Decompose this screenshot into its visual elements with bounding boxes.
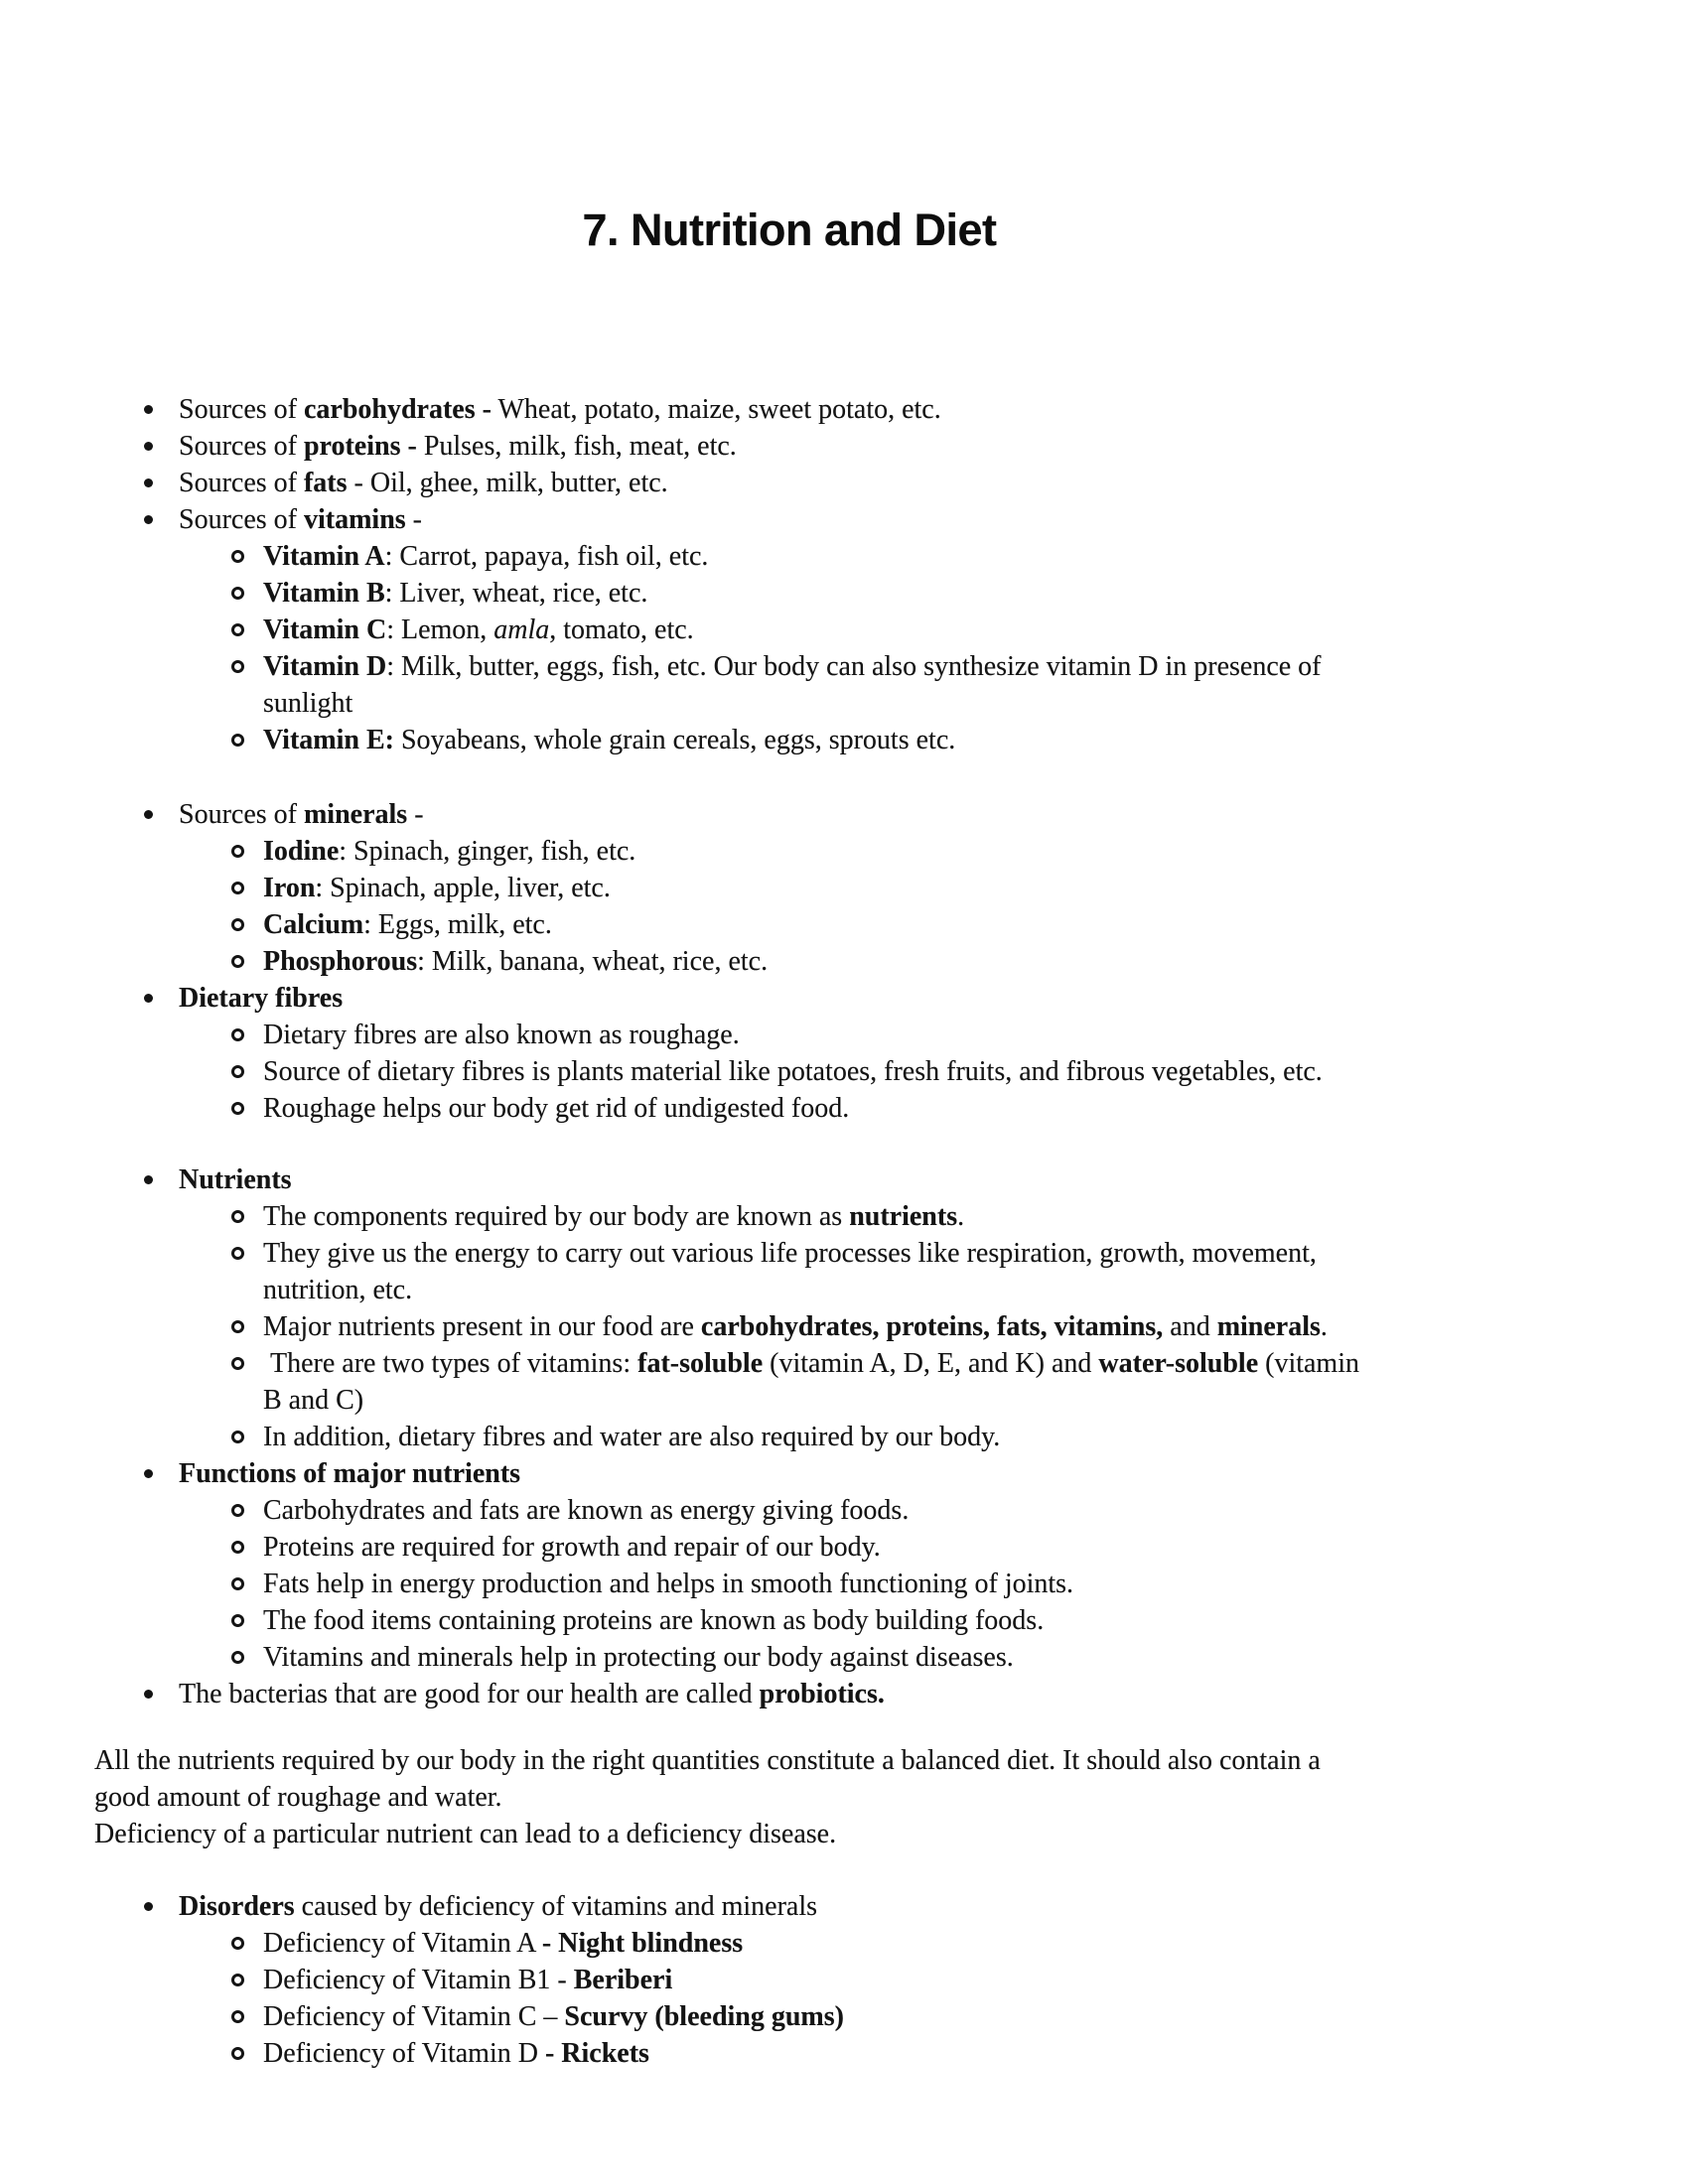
text-segment: Calcium xyxy=(263,909,364,940)
text-segment: Sources of xyxy=(179,504,304,535)
list-item-text xyxy=(263,1962,672,1998)
list-item xyxy=(231,1235,1628,1308)
list-item-text xyxy=(263,1419,1000,1455)
ring-shape xyxy=(231,882,244,894)
list-item xyxy=(144,501,1628,538)
ring-shape xyxy=(231,550,244,563)
bullet-dot-icon xyxy=(144,796,179,819)
ring-shape xyxy=(231,1577,244,1590)
list-item-text xyxy=(179,465,668,501)
text-segment: fat-soluble xyxy=(637,1348,764,1379)
list-item xyxy=(144,391,1628,428)
list-item xyxy=(231,648,1628,722)
ring-shape xyxy=(231,1357,244,1370)
text-segment: Soyabeans, whole grain cereals, eggs, sprouts etc. xyxy=(393,725,956,755)
list-item xyxy=(231,1419,1628,1455)
list-item-text xyxy=(263,1998,844,2035)
list-item-text xyxy=(263,943,768,980)
text-segment: . xyxy=(1320,1311,1328,1342)
bullet-circle-icon xyxy=(231,2035,263,2060)
text-segment: minerals xyxy=(303,799,408,830)
bullet-dot-icon xyxy=(144,391,179,414)
list-item xyxy=(231,722,1628,758)
bullet-circle-icon xyxy=(231,1998,263,2023)
bullet-circle-icon xyxy=(231,833,263,858)
list-item xyxy=(144,465,1628,501)
text-segment: Sources of xyxy=(179,394,304,425)
text-segment: Beriberi xyxy=(573,1965,673,1995)
list-item-text xyxy=(263,1602,1044,1639)
ring-shape xyxy=(231,845,244,858)
text-segment: Vitamin B xyxy=(263,578,385,609)
dot-shape xyxy=(144,1690,153,1699)
list-item xyxy=(144,1161,1628,1198)
list-item-text xyxy=(179,796,424,833)
bullet-dot-icon xyxy=(144,465,179,487)
list-item xyxy=(231,943,1628,980)
list-item-text xyxy=(263,1017,740,1053)
text-segment: Nutrients xyxy=(179,1164,292,1195)
list-item-text xyxy=(263,722,955,758)
text-segment: carbohydrates - xyxy=(303,394,492,425)
text-segment: (vitamin xyxy=(1258,1348,1359,1379)
text-segment: (vitamin A, D, E, and K) and xyxy=(763,1348,1099,1379)
vertical-spacer xyxy=(94,1712,1628,1742)
list-item xyxy=(231,1090,1628,1127)
dot-shape xyxy=(144,405,153,414)
list-item-text xyxy=(263,1053,1323,1090)
ring-shape xyxy=(231,1065,244,1078)
text-segment: - Night blindness xyxy=(541,1928,744,1959)
text-segment: and xyxy=(1163,1311,1217,1342)
text-segment: Deficiency of Vitamin B1 - xyxy=(263,1965,574,1995)
bullet-circle-icon xyxy=(231,1053,263,1078)
ring-shape xyxy=(231,1541,244,1554)
text-segment: Vitamin A xyxy=(263,541,385,572)
text-segment: Fats help in energy production and helps in smooth functioning of joints. xyxy=(263,1569,1074,1599)
bullet-circle-icon xyxy=(231,906,263,931)
list-item-text xyxy=(263,833,635,870)
text-segment: Vitamin C xyxy=(263,614,387,645)
list-item-text xyxy=(263,1566,1073,1602)
text-segment: The bacterias that are good for our health are called xyxy=(179,1679,760,1709)
text-segment: sunlight xyxy=(263,688,353,719)
text-segment: fats xyxy=(303,468,348,498)
text-segment: Deficiency of Vitamin A xyxy=(263,1928,542,1959)
list-item xyxy=(231,870,1628,906)
ring-shape xyxy=(231,587,244,600)
bullet-dot-icon xyxy=(144,1676,179,1699)
text-segment: vitamins xyxy=(303,504,406,535)
list-item xyxy=(144,1676,1628,1712)
vertical-spacer xyxy=(94,1127,1628,1161)
text-segment: Vitamins and minerals help in protecting our body against diseases. xyxy=(263,1642,1014,1673)
bullet-dot-icon xyxy=(144,1888,179,1911)
dot-shape xyxy=(144,478,153,487)
paragraph xyxy=(94,1816,1628,1852)
text-segment: - xyxy=(405,504,422,535)
text-segment: , tomato, etc. xyxy=(549,614,694,645)
list-item xyxy=(144,428,1628,465)
dot-shape xyxy=(144,1175,153,1184)
text-segment: Major nutrients present in our food are xyxy=(263,1311,701,1342)
list-item xyxy=(231,906,1628,943)
list-item xyxy=(231,1529,1628,1566)
list-item xyxy=(231,1017,1628,1053)
bullet-circle-icon xyxy=(231,1017,263,1041)
bullet-circle-icon xyxy=(231,722,263,747)
bullet-circle-icon xyxy=(231,1419,263,1443)
list-item-text xyxy=(179,1676,885,1712)
text-segment: Disorders xyxy=(179,1891,295,1922)
text-segment: : Eggs, milk, etc. xyxy=(363,909,552,940)
bullet-dot-icon xyxy=(144,501,179,524)
ring-shape xyxy=(231,2010,244,2023)
list-item xyxy=(231,1602,1628,1639)
list-item xyxy=(231,1925,1628,1962)
page-title: 7. Nutrition and Diet xyxy=(582,205,997,255)
list-item xyxy=(231,1639,1628,1676)
text-segment: water-soluble xyxy=(1098,1348,1259,1379)
list-item xyxy=(231,538,1628,575)
list-item xyxy=(231,1308,1628,1345)
text-segment: Proteins are required for growth and repair of our body. xyxy=(263,1532,881,1563)
bullet-circle-icon xyxy=(231,943,263,968)
text-segment: Dietary fibres xyxy=(179,983,344,1014)
text-segment: The food items containing proteins are known as body building foods. xyxy=(263,1605,1045,1636)
text-segment: : Carrot, papaya, fish oil, etc. xyxy=(384,541,709,572)
text-segment: Deficiency of a particular nutrient can lead to a deficiency disease. xyxy=(94,1819,837,1849)
list-item xyxy=(231,1053,1628,1090)
dot-shape xyxy=(144,810,153,819)
text-segment: : Spinach, ginger, fish, etc. xyxy=(339,836,636,867)
bullet-circle-icon xyxy=(231,1345,263,1370)
list-item-text xyxy=(179,501,422,538)
list-item-text xyxy=(263,648,1322,722)
list-item xyxy=(144,980,1628,1017)
list-item-text xyxy=(263,1345,1359,1419)
vertical-spacer xyxy=(94,758,1628,796)
text-segment: : Spinach, apple, liver, etc. xyxy=(315,873,611,903)
list-item-text xyxy=(179,1455,520,1492)
text-segment: good amount of roughage and water. xyxy=(94,1782,502,1813)
bullet-circle-icon xyxy=(231,1090,263,1115)
text-segment: The components required by our body are known as xyxy=(263,1201,850,1232)
list-item-text xyxy=(263,870,611,906)
list-item xyxy=(144,1888,1628,1925)
list-item xyxy=(144,1455,1628,1492)
ring-shape xyxy=(231,1102,244,1115)
text-segment: Functions of major nutrients xyxy=(179,1458,521,1489)
list-item-text xyxy=(263,1925,743,1962)
list-item-text xyxy=(263,906,552,943)
list-item-text xyxy=(179,1888,817,1925)
text-segment: Sources of xyxy=(179,799,304,830)
list-item-text xyxy=(263,1492,909,1529)
text-segment: Iodine xyxy=(263,836,340,867)
bullet-circle-icon xyxy=(231,1308,263,1333)
list-item-text xyxy=(263,1308,1328,1345)
ring-shape xyxy=(231,1028,244,1041)
list-item-text xyxy=(179,980,343,1017)
text-segment: : Milk, banana, wheat, rice, etc. xyxy=(417,946,769,977)
list-item-text xyxy=(263,1090,849,1127)
text-segment: carbohydrates, proteins, fats, vitamins, xyxy=(700,1311,1164,1342)
text-segment: In addition, dietary fibres and water are also required by our body. xyxy=(263,1422,1001,1452)
ring-shape xyxy=(231,1974,244,1986)
text-segment: : Lemon, xyxy=(386,614,494,645)
list-item-text xyxy=(263,2035,649,2072)
bullet-circle-icon xyxy=(231,1962,263,1986)
list-item xyxy=(231,1566,1628,1602)
ring-shape xyxy=(231,2047,244,2060)
text-segment: Deficiency of Vitamin D xyxy=(263,2038,545,2069)
text-segment: - Oil, ghee, milk, butter, etc. xyxy=(347,468,668,498)
bullet-circle-icon xyxy=(231,1235,263,1260)
list-item xyxy=(231,1962,1628,1998)
bullet-circle-icon xyxy=(231,1602,263,1627)
list-item-text xyxy=(263,1235,1317,1308)
ring-shape xyxy=(231,955,244,968)
paragraph xyxy=(94,1742,1628,1816)
text-segment: B and C) xyxy=(263,1385,364,1416)
list-item xyxy=(231,1998,1628,2035)
list-item-text xyxy=(263,538,708,575)
text-segment: nutrition, etc. xyxy=(263,1275,413,1305)
text-segment: caused by deficiency of vitamins and minerals xyxy=(294,1891,818,1922)
text-segment: proteins - xyxy=(303,431,417,462)
text-segment: Wheat, potato, maize, sweet potato, etc. xyxy=(491,394,941,425)
list-item-text xyxy=(263,575,647,612)
bullet-circle-icon xyxy=(231,1639,263,1664)
ring-shape xyxy=(231,1320,244,1333)
text-segment: They give us the energy to carry out various life processes like respiration, growth, movement, xyxy=(263,1238,1317,1269)
bullet-circle-icon xyxy=(231,1566,263,1590)
bullet-circle-icon xyxy=(231,1529,263,1554)
ring-shape xyxy=(231,918,244,931)
bullet-circle-icon xyxy=(231,1492,263,1517)
bullet-circle-icon xyxy=(231,612,263,636)
bullet-dot-icon xyxy=(144,980,179,1003)
text-segment: Vitamin E: xyxy=(263,725,394,755)
text-segment: . xyxy=(957,1201,965,1232)
document-body xyxy=(0,256,1688,2072)
list-item-text xyxy=(263,612,694,648)
bullet-circle-icon xyxy=(231,870,263,894)
bullet-dot-icon xyxy=(144,428,179,451)
text-segment: : Liver, wheat, rice, etc. xyxy=(384,578,648,609)
vertical-spacer xyxy=(94,1852,1628,1888)
text-segment: All the nutrients required by our body in the right quantities constitute a balanced diet. It should also contain a xyxy=(94,1745,1321,1776)
ring-shape xyxy=(231,1937,244,1950)
list-item-text xyxy=(179,391,941,428)
dot-shape xyxy=(144,1902,153,1911)
bullet-circle-icon xyxy=(231,538,263,563)
text-segment: Pulses, milk, fish, meat, etc. xyxy=(416,431,737,462)
list-item xyxy=(231,575,1628,612)
text-segment: amla xyxy=(493,614,550,645)
list-item xyxy=(231,1345,1628,1419)
ring-shape xyxy=(231,1210,244,1223)
ring-shape xyxy=(231,734,244,747)
ring-shape xyxy=(231,1247,244,1260)
list-item xyxy=(231,1198,1628,1235)
list-item xyxy=(231,612,1628,648)
text-segment: There are two types of vitamins: xyxy=(263,1348,638,1379)
ring-shape xyxy=(231,1504,244,1517)
dot-shape xyxy=(144,1469,153,1478)
text-segment: Scurvy (bleeding gums) xyxy=(564,2001,844,2032)
dot-shape xyxy=(144,442,153,451)
ring-shape xyxy=(231,660,244,673)
text-segment: Iron xyxy=(263,873,316,903)
list-item-text xyxy=(179,1161,292,1198)
text-segment: Dietary fibres are also known as roughage. xyxy=(263,1020,740,1050)
ring-shape xyxy=(231,623,244,636)
ring-shape xyxy=(231,1431,244,1443)
list-item xyxy=(231,2035,1628,2072)
text-segment: Roughage helps our body get rid of undigested food. xyxy=(263,1093,850,1124)
bullet-circle-icon xyxy=(231,1925,263,1950)
text-segment: Phosphorous xyxy=(263,946,418,977)
list-item-text xyxy=(263,1529,881,1566)
bullet-dot-icon xyxy=(144,1455,179,1478)
text-segment: : Milk, butter, eggs, fish, etc. Our body can also synthesize vitamin D in presence of xyxy=(386,651,1322,682)
text-segment: Sources of xyxy=(179,431,304,462)
bullet-circle-icon xyxy=(231,575,263,600)
ring-shape xyxy=(231,1614,244,1627)
text-segment: nutrients xyxy=(849,1201,958,1232)
text-segment: - xyxy=(407,799,424,830)
ring-shape xyxy=(231,1651,244,1664)
bullet-circle-icon xyxy=(231,648,263,673)
text-segment: Sources of xyxy=(179,468,304,498)
list-item-text xyxy=(179,428,737,465)
text-segment: Vitamin D xyxy=(263,651,387,682)
text-segment: probiotics. xyxy=(759,1679,885,1709)
text-segment: Deficiency of Vitamin C – xyxy=(263,2001,565,2032)
list-item xyxy=(231,833,1628,870)
list-item xyxy=(231,1492,1628,1529)
list-item xyxy=(144,796,1628,833)
text-segment: Source of dietary fibres is plants material like potatoes, fresh fruits, and fibrous vegetables, etc. xyxy=(263,1056,1323,1087)
dot-shape xyxy=(144,994,153,1003)
list-item-text xyxy=(263,1639,1014,1676)
list-item-text xyxy=(263,1198,964,1235)
text-segment: Carbohydrates and fats are known as energy giving foods. xyxy=(263,1495,910,1526)
dot-shape xyxy=(144,515,153,524)
text-segment: minerals xyxy=(1216,1311,1321,1342)
bullet-dot-icon xyxy=(144,1161,179,1184)
text-segment: - Rickets xyxy=(544,2038,649,2069)
bullet-circle-icon xyxy=(231,1198,263,1223)
